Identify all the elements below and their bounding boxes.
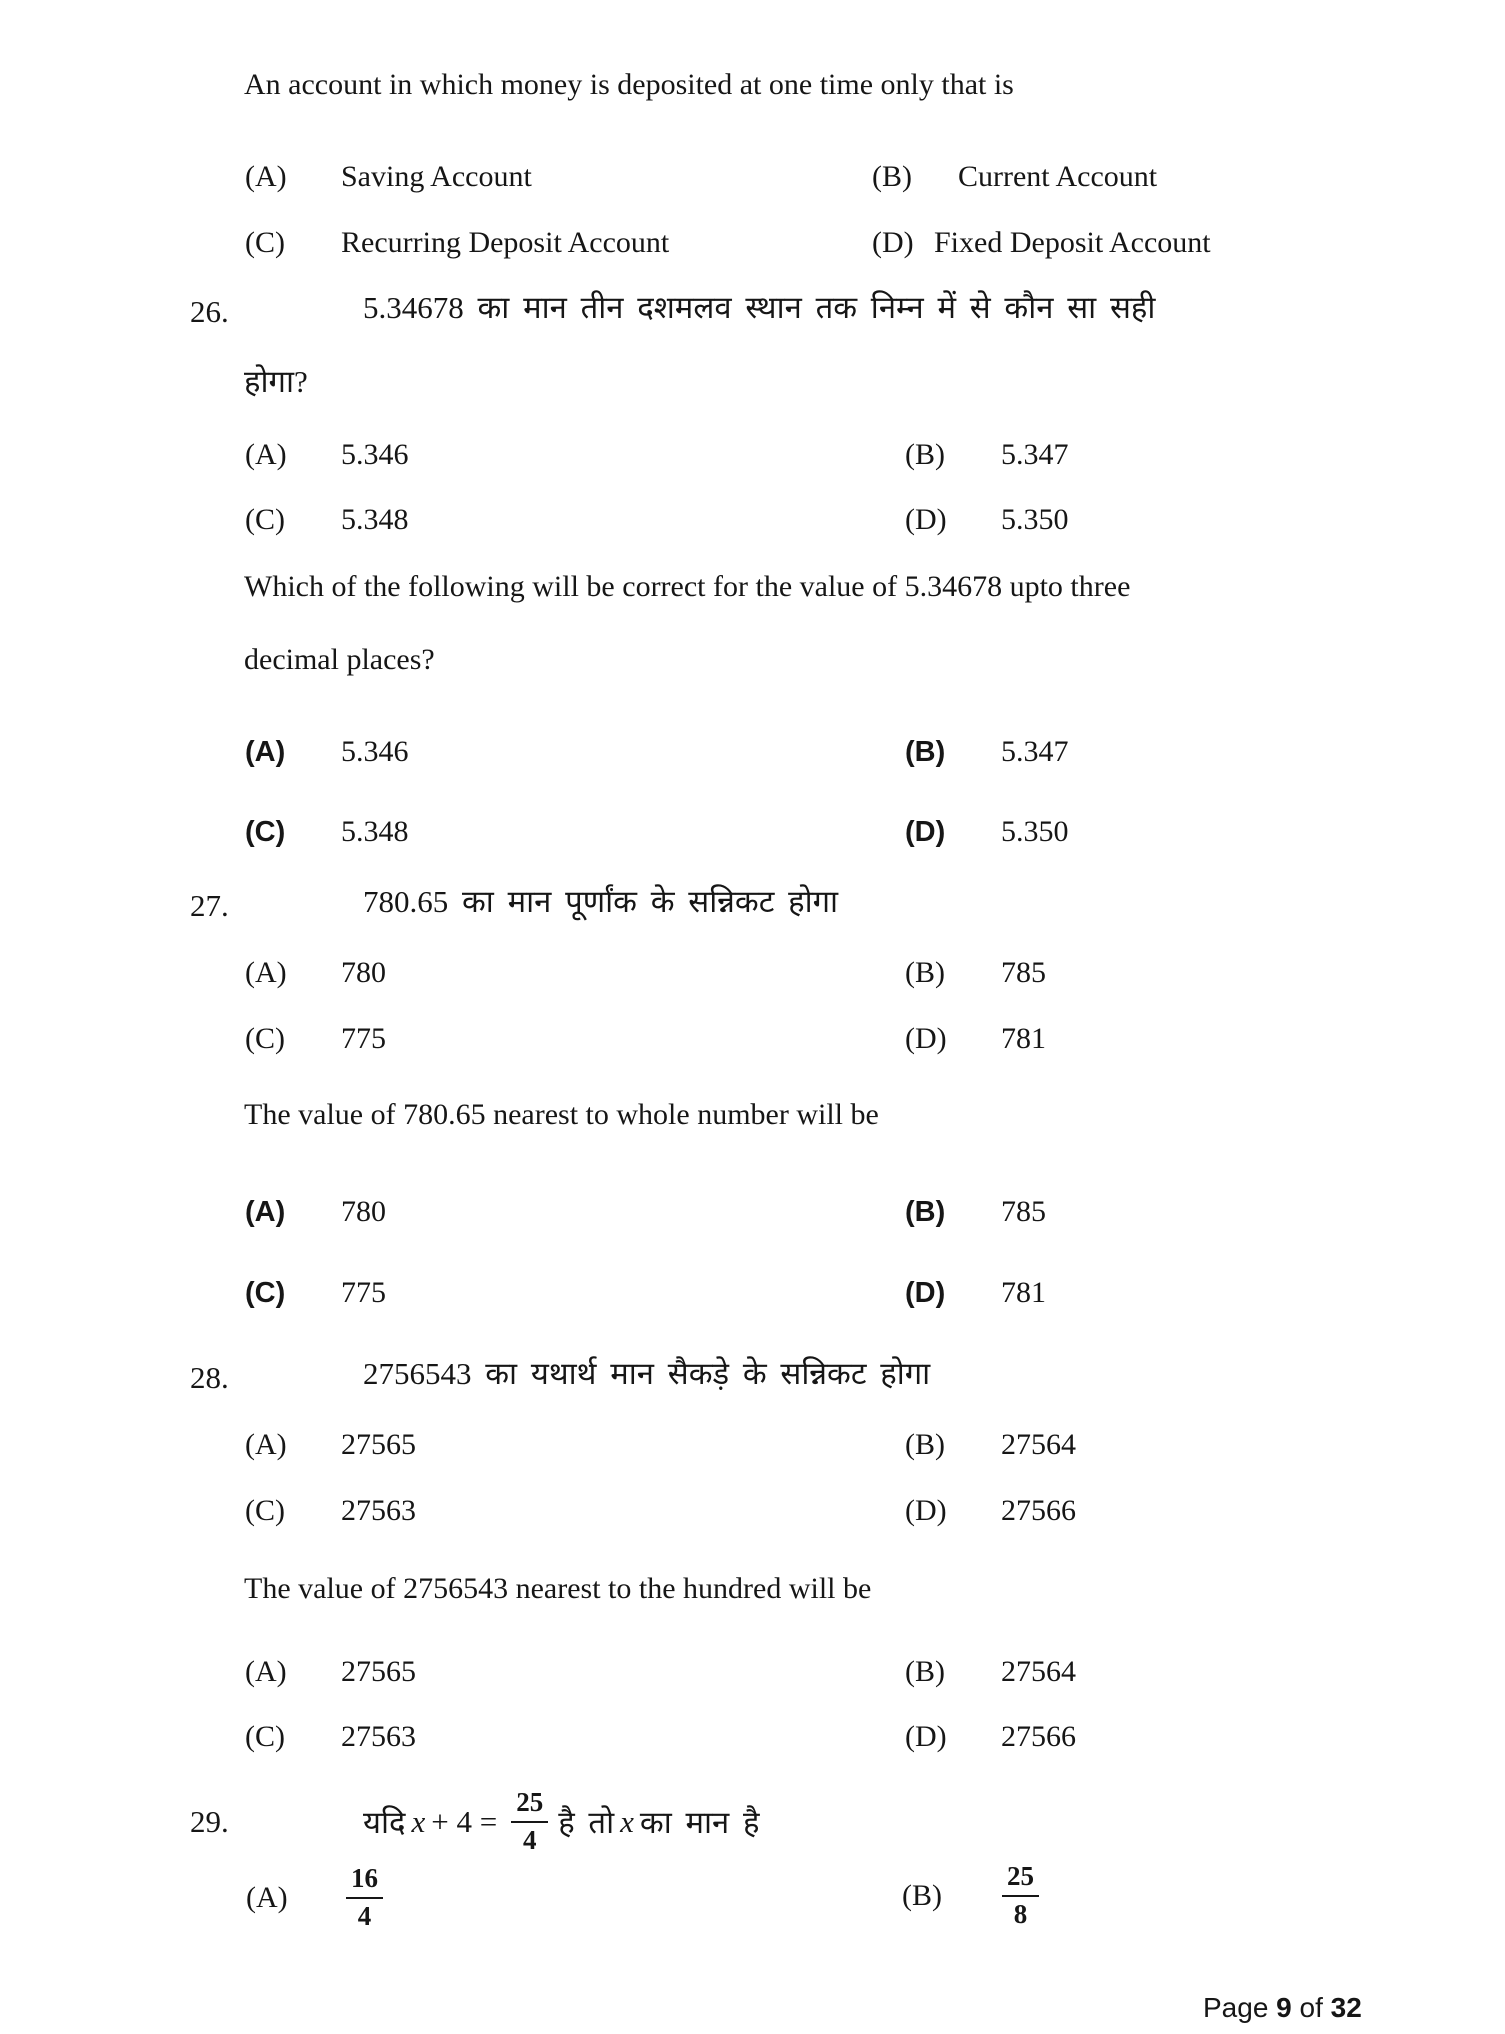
option-label: (D) (905, 816, 946, 848)
option-label: (C) (245, 816, 286, 848)
option-value: 785 (1001, 956, 1046, 989)
option-label: (C) (245, 1494, 285, 1527)
option-value: 5.347 (1001, 735, 1069, 768)
option-value: 780 (341, 1195, 386, 1228)
option-value: 27563 (341, 1720, 416, 1753)
option-value: 27566 (1001, 1494, 1076, 1527)
option-d (905, 815, 1069, 850)
option-value: Recurring Deposit Account (341, 226, 670, 259)
option-label: (C) (245, 503, 285, 536)
option-label: (C) (245, 1720, 285, 1753)
option-label: (B) (872, 160, 912, 193)
option-b (905, 1195, 1046, 1230)
option-value: 775 (341, 1022, 386, 1055)
option-label: (B) (905, 736, 946, 768)
equation-variable-x: x (411, 1804, 426, 1839)
option-a (245, 160, 532, 195)
option-value: 780 (341, 956, 386, 989)
option-a (245, 1655, 416, 1690)
option-b (905, 1428, 1076, 1463)
option-b (905, 956, 1046, 991)
footer-page-number: 9 (1276, 1992, 1292, 2023)
option-a (245, 438, 409, 473)
option-label: (D) (872, 226, 914, 259)
question-text-hindi: होगा? (244, 364, 308, 399)
option-value: 5.350 (1001, 503, 1069, 536)
option-a (246, 1862, 383, 1934)
equation-variable-x: x (620, 1804, 634, 1839)
question-text-english: The value of 2756543 nearest to the hundred will be (244, 1572, 872, 1605)
option-label: (C) (245, 226, 285, 259)
option-label: (A) (245, 1196, 286, 1228)
option-b (905, 735, 1069, 770)
question-text-english: An account in which money is deposited at one time only that is (244, 68, 1014, 101)
footer-word-page: Page (1203, 1992, 1277, 2023)
option-label: (D) (905, 1022, 947, 1055)
option-a (245, 1428, 416, 1463)
option-fraction (346, 1864, 383, 1931)
option-label: (A) (245, 1655, 287, 1688)
question-text-hindi: 2756543 का यथार्थ मान सैकड़े के सन्निकट होगा (363, 1356, 931, 1391)
option-d (905, 503, 1069, 538)
option-label: (A) (246, 1881, 288, 1914)
option-label: (B) (905, 1428, 945, 1461)
equation-operator: + 4 = (431, 1804, 498, 1839)
option-a (245, 735, 409, 770)
option-a (245, 1195, 386, 1230)
option-label: (C) (245, 1277, 286, 1309)
option-b (872, 160, 1157, 195)
option-label: (B) (905, 1196, 946, 1228)
option-c (245, 503, 409, 538)
option-c (245, 226, 669, 261)
option-c (245, 1276, 386, 1311)
option-c (245, 1494, 416, 1529)
option-value: 27565 (341, 1655, 416, 1688)
option-value: Saving Account (341, 160, 532, 193)
option-d (905, 1720, 1076, 1755)
option-label: (A) (245, 438, 287, 471)
option-value: 785 (1001, 1195, 1046, 1228)
option-label: (D) (905, 1494, 947, 1527)
option-value: 27564 (1001, 1655, 1076, 1688)
question-number: 27. (190, 888, 229, 923)
option-b (905, 1655, 1076, 1690)
option-value: 775 (341, 1276, 386, 1309)
option-label: (A) (245, 1428, 287, 1461)
option-value: 5.346 (341, 438, 409, 471)
option-d (905, 1022, 1046, 1057)
option-label: (B) (902, 1878, 942, 1912)
equation-word-suffix: का मान है (639, 1805, 760, 1840)
option-value: 5.348 (341, 815, 409, 848)
option-label: (A) (245, 956, 287, 989)
question-text-english: Which of the following will be correct for the value of 5.34678 upto three (244, 570, 1131, 603)
question-29-line (190, 1782, 759, 1862)
question-text-english: The value of 780.65 nearest to whole number will be (244, 1098, 879, 1131)
fraction-denominator: 8 (1013, 1898, 1028, 1929)
footer-word-of: of (1291, 1992, 1331, 2023)
question-number: 26. (190, 294, 229, 329)
option-c (245, 1720, 416, 1755)
option-value: Fixed Deposit Account (934, 226, 1211, 259)
option-b (902, 1862, 1039, 1929)
question-text-hindi: 780.65 का मान पूर्णांक के सन्निकट होगा (363, 884, 839, 919)
option-fraction (1002, 1862, 1039, 1929)
question-text-english: decimal places? (244, 643, 435, 676)
option-value: 27566 (1001, 1720, 1076, 1753)
option-label: (C) (245, 1022, 285, 1055)
option-value: 5.348 (341, 503, 409, 536)
option-value: 5.346 (341, 735, 409, 768)
option-c (245, 815, 409, 850)
option-value: 27564 (1001, 1428, 1076, 1461)
option-label: (B) (905, 1655, 945, 1688)
option-label: (A) (245, 160, 287, 193)
equation-word-mid: है तो (558, 1805, 615, 1840)
option-value: 781 (1001, 1276, 1046, 1309)
fraction-numerator: 25 (1002, 1862, 1039, 1897)
option-label: (D) (905, 1720, 947, 1753)
equation-fraction (511, 1788, 548, 1855)
option-a (245, 956, 386, 991)
option-value: 5.347 (1001, 438, 1069, 471)
option-value: 781 (1001, 1022, 1046, 1055)
option-d (905, 1494, 1076, 1529)
question-number: 29. (190, 1804, 229, 1839)
option-label: (D) (905, 1277, 946, 1309)
option-value: 27563 (341, 1494, 416, 1527)
option-d (905, 1276, 1046, 1311)
fraction-denominator: 4 (357, 1901, 372, 1931)
option-value: 27565 (341, 1428, 416, 1461)
option-label: (D) (905, 503, 947, 536)
footer-total-pages: 32 (1330, 1992, 1362, 2023)
page-footer (1203, 1992, 1362, 2024)
option-value: 5.350 (1001, 815, 1069, 848)
equation-word-if: यदि (363, 1805, 406, 1840)
question-number: 28. (190, 1360, 229, 1395)
option-c (245, 1022, 386, 1057)
option-label: (B) (905, 956, 945, 989)
option-label: (A) (245, 736, 286, 768)
fraction-numerator: 25 (511, 1788, 548, 1823)
option-label: (B) (905, 438, 945, 471)
option-b (905, 438, 1069, 473)
question-text-hindi: 5.34678 का मान तीन दशमलव स्थान तक निम्न में से कौन सा सही (363, 290, 1156, 325)
option-value: Current Account (958, 160, 1158, 193)
fraction-numerator: 16 (346, 1864, 383, 1899)
option-d (872, 226, 1211, 261)
fraction-denominator: 4 (522, 1825, 537, 1855)
